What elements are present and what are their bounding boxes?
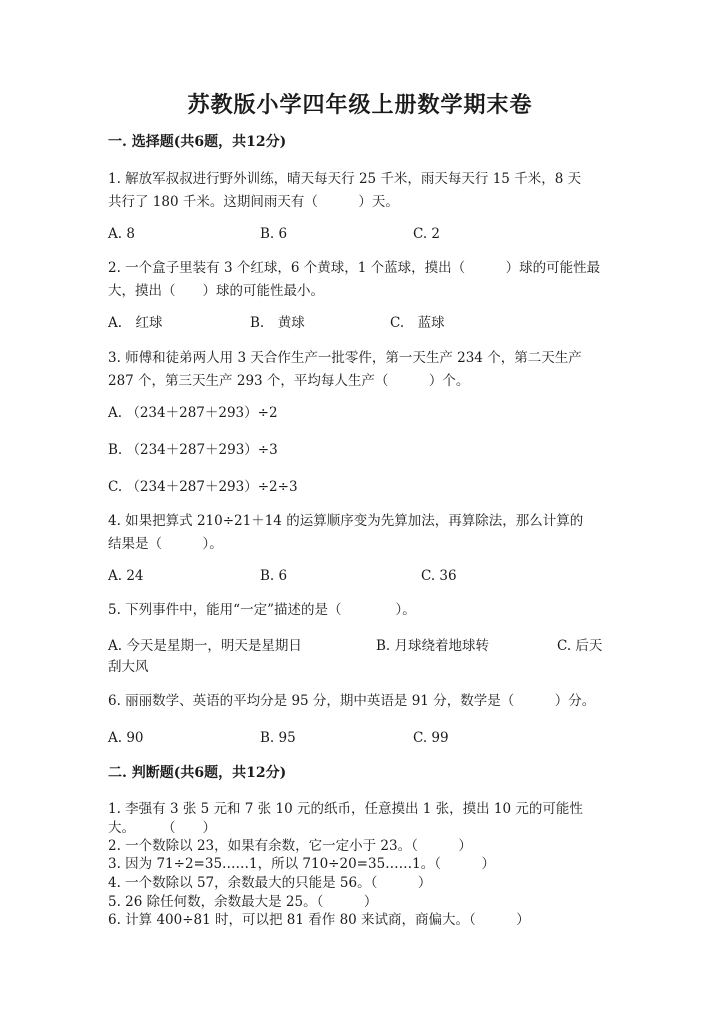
question-1-line-1: 1. 解放军叔叔进行野外训练，晴天每天行 25 千米，雨天每天行 15 千米，8 天 bbox=[108, 171, 582, 187]
question-3-line-2: 287 个，第三天生产 293 个，平均每人生产（ ）个。 bbox=[108, 373, 470, 389]
question-3-option-b: B. （234＋287＋293）÷3 bbox=[108, 442, 278, 458]
judgment-4: 4. 一个数除以 57，余数最大的只能是 56。（ ） bbox=[108, 875, 432, 891]
judgment-5: 5. 26 除任何数，余数最大是 25。（ ） bbox=[108, 894, 378, 910]
question-6-line-1: 6. 丽丽数学、英语的平均分是 95 分，期中英语是 91 分，数学是（ ）分。 bbox=[108, 693, 596, 709]
question-3-option-a: A. （234＋287＋293）÷2 bbox=[108, 405, 278, 421]
section-heading-choice: 一. 选择题(共6题，共12分) bbox=[108, 134, 287, 150]
question-5-option-c-continued: 刮大风 bbox=[108, 659, 149, 675]
question-4-option-c: C. 36 bbox=[421, 568, 457, 584]
question-1-line-2: 共行了 180 千米。这期间雨天有（ ）天。 bbox=[108, 194, 399, 210]
question-5-option-a: A. 今天是星期一，明天是星期日 bbox=[108, 638, 302, 654]
question-5-option-c: C. 后天 bbox=[557, 638, 603, 654]
question-2-option-c: C. 蓝球 bbox=[390, 315, 445, 331]
question-3-line-1: 3. 师傅和徒弟两人用 3 天合作生产一批零件，第一天生产 234 个，第二天生产 bbox=[108, 350, 582, 366]
question-5-option-b: B. 月球绕着地球转 bbox=[376, 638, 490, 654]
question-6-option-a: A. 90 bbox=[108, 730, 144, 746]
question-2-option-a: A. 红球 bbox=[108, 315, 163, 331]
question-4-line-1: 4. 如果把算式 210÷21＋14 的运算顺序变为先算加法，再算除法，那么计算的 bbox=[108, 513, 584, 529]
question-4-line-2: 结果是（ ）。 bbox=[108, 536, 223, 552]
section-heading-judgment: 二. 判断题(共6题，共12分) bbox=[108, 765, 287, 781]
exam-title: 苏教版小学四年级上册数学期末卷 bbox=[187, 92, 533, 118]
question-4-option-a: A. 24 bbox=[108, 568, 144, 584]
judgment-1-line-1: 1. 李强有 3 张 5 元和 7 张 10 元的纸币，任意摸出 1 张，摸出 10 元的可能性 bbox=[108, 801, 583, 817]
question-1-option-a: A. 8 bbox=[108, 226, 135, 242]
question-2-line-1: 2. 一个盒子里装有 3 个红球，6 个黄球，1 个蓝球，摸出（ ）球的可能性最 bbox=[108, 260, 601, 276]
question-2-option-b: B. 黄球 bbox=[250, 315, 305, 331]
question-4-option-b: B. 6 bbox=[260, 568, 288, 584]
judgment-3: 3. 因为 71÷2=35……1，所以 710÷20=35……1。（ ） bbox=[108, 856, 495, 872]
question-6-option-b: B. 95 bbox=[260, 730, 296, 746]
judgment-6: 6. 计算 400÷81 时，可以把 81 看作 80 来试商，商偏大。（ ） bbox=[108, 912, 530, 928]
question-1-option-c: C. 2 bbox=[413, 226, 441, 242]
judgment-1-line-2: 大。 （ ） bbox=[108, 820, 216, 836]
question-5-line-1: 5. 下列事件中，能用“一定”描述的是（ ）。 bbox=[108, 602, 416, 618]
question-2-line-2: 大，摸出（ ）球的可能性最小。 bbox=[108, 283, 324, 299]
judgment-2: 2. 一个数除以 23，如果有余数，它一定小于 23。（ ） bbox=[108, 838, 472, 854]
question-1-option-b: B. 6 bbox=[260, 226, 288, 242]
question-6-option-c: C. 99 bbox=[413, 730, 449, 746]
question-3-option-c: C. （234＋287＋293）÷2÷3 bbox=[108, 479, 298, 495]
